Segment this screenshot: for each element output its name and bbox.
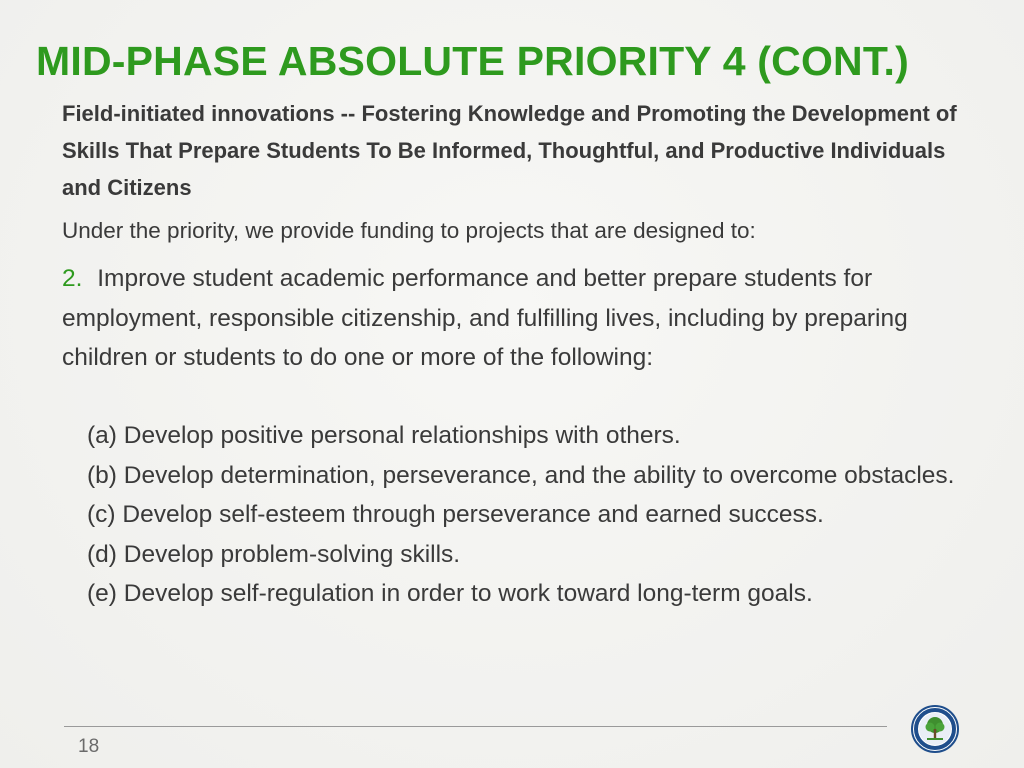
list-item: (c) Develop self-esteem through perseverance and earned success. xyxy=(87,501,824,528)
list-item: (b) Develop determination, perseverance, and the ability to overcome obstacles. xyxy=(87,461,955,489)
item-text: Improve student academic performance and better prepare students for employment, responsible citizenship, and fulfilling lives, including by preparing children or students to do one or more of the following: xyxy=(62,265,908,371)
intro-text: Under the priority, we provide funding to projects that are designed to: xyxy=(62,218,756,243)
priority-item xyxy=(62,259,962,378)
item-number: 2. xyxy=(62,265,83,292)
subitem-list xyxy=(87,416,967,614)
slide-subtitle: Field-initiated innovations -- Fostering Knowledge and Promoting the Development of Skills That Prepare Students To Be Informed, Thoughtful, and Productive Individuals and Citizens xyxy=(62,101,957,200)
page-number: 18 xyxy=(78,736,100,757)
list-item: (e) Develop self-regulation in order to work toward long-term goals. xyxy=(87,580,813,607)
list-item: (a) Develop positive personal relationships with others. xyxy=(87,422,681,449)
footer-divider xyxy=(64,726,887,727)
list-item: (d) Develop problem-solving skills. xyxy=(87,540,461,568)
slide-title: MID-PHASE ABSOLUTE PRIORITY 4 (CONT.) xyxy=(36,38,910,84)
department-of-education-seal-icon xyxy=(911,705,959,753)
